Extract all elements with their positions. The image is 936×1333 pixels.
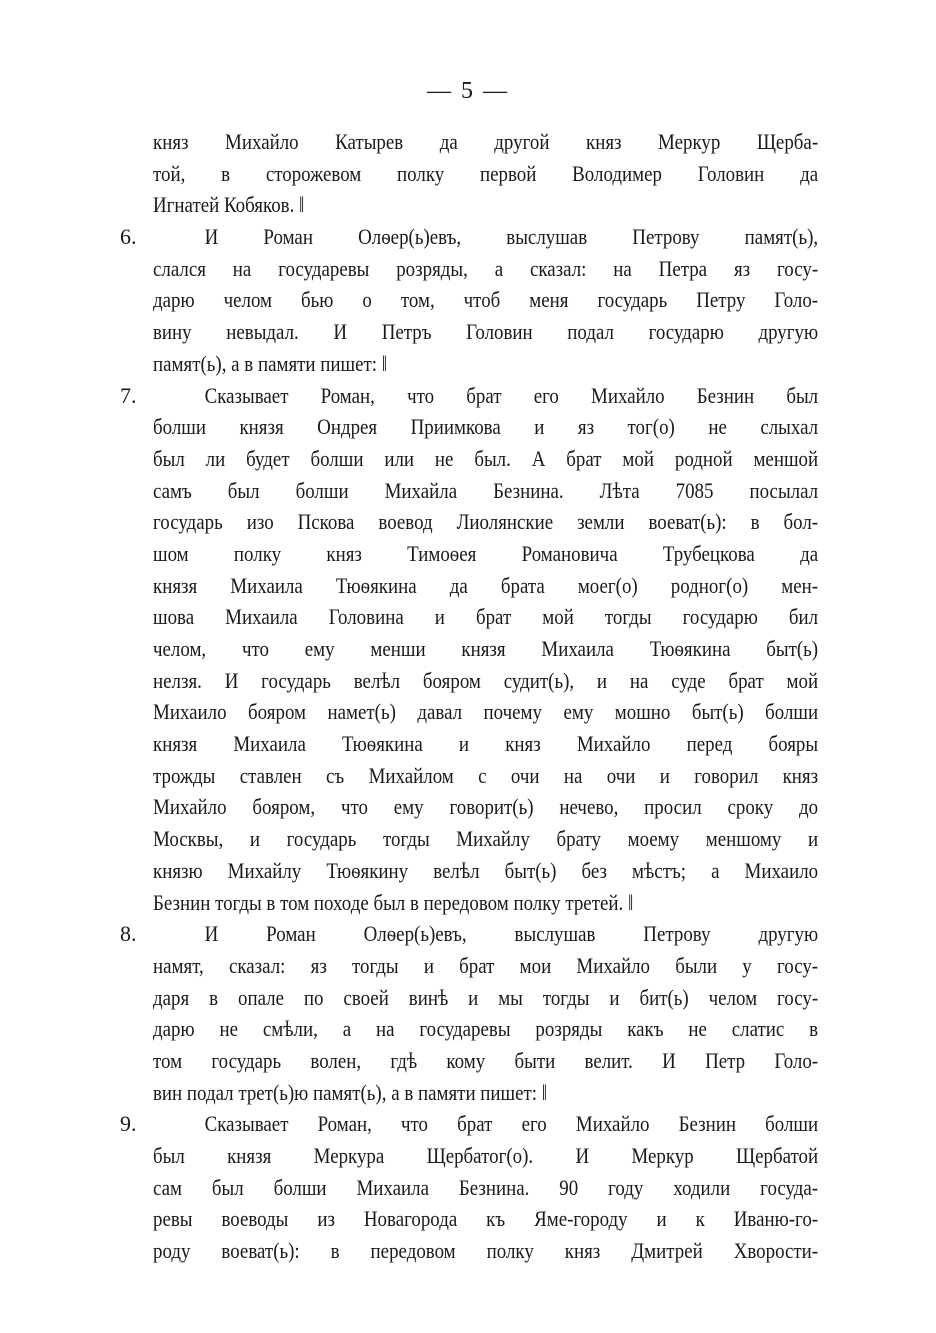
text-line: ревы воеводы из Новагорода къ Яме-городу и к Иваню-го- — [153, 1206, 819, 1232]
text-line: князю Михайлу Тюѳякину велѣл быт(ь) без мѣстъ; а Михаило — [153, 857, 819, 883]
text-line: И Роман Олѳер(ь)евъ, выслушав Петрову другую — [204, 921, 819, 947]
text-line: даря в опале по своей винѣ и мы тогды и бит(ь) челом госу- — [153, 984, 819, 1010]
text-line: Сказывает Роман, что брат его Михайло Безнин болши — [204, 1111, 819, 1137]
text-line: был князя Меркура Щербатог(о). И Меркур Щербатой — [153, 1143, 819, 1168]
text-line: сам был болши Михаила Безнина. 90 году ходили госуда- — [153, 1174, 819, 1200]
paragraph — [120, 221, 819, 379]
paragraph-number: 8. — [120, 921, 137, 947]
text-line: Безнин тогды в том походе был в передовом полку третей. ‖ — [153, 889, 634, 915]
text-line: самъ был болши Михайла Безнина. Лѣта 7085 посылал — [153, 477, 819, 503]
paragraph — [120, 1108, 819, 1266]
text-line: том государь волен, гдѣ кому быти велит. И Петр Голо- — [153, 1047, 819, 1073]
text-line: Михайло бояром, что ему говорит(ь) нечево, просил сроку до — [153, 794, 819, 820]
paragraph — [153, 126, 818, 221]
page-number: — 5 — — [427, 78, 509, 104]
text-line: княз Михайло Катырев да другой княз Меркур Щерба- — [153, 129, 819, 154]
text-line: челом, что ему менши князя Михаила Тюѳякина быт(ь) — [153, 636, 819, 661]
text-line: князя Михаила Тюѳякина да брата моег(о) родног(о) мен- — [153, 572, 819, 598]
text-line: роду воеват(ь): в передовом полку княз Дмитрей Хворости- — [153, 1238, 819, 1264]
text-line: дарю не смѣли, а на государевы розряды какъ не слатис в — [153, 1016, 819, 1042]
paragraph-number: 7. — [120, 382, 137, 408]
text-line: болши князя Ондрея Приимкова и яз тог(о) не слыхал — [153, 414, 819, 440]
document-body — [120, 126, 819, 1267]
text-line: Игнатей Кобяков. ‖ — [153, 192, 305, 218]
text-line: Сказывает Роман, что брат его Михайло Безнин был — [204, 382, 819, 408]
paragraph-number: 6. — [120, 224, 137, 250]
text-line: намят, сказал: яз тогды и брат мои Михайло были у госу- — [153, 952, 819, 978]
text-line: вину невыдал. И Петръ Головин подал государю другую — [153, 319, 819, 345]
paragraph-number: 9. — [120, 1111, 137, 1137]
text-line: Михаило бояром намет(ь) давал почему ему мошно быт(ь) болши — [153, 699, 819, 725]
text-line: шова Михаила Головина и брат мой тогды государю бил — [153, 604, 819, 630]
text-line: той, в сторожевом полку первой Володимер Головин да — [153, 160, 819, 186]
text-line: трожды ставлен съ Михайлом с очи на очи и говорил княз — [153, 762, 819, 788]
text-line: Москвы, и государь тогды Михайлу брату моему меншому и — [153, 826, 819, 852]
text-line: князя Михаила Тюѳякина и княз Михайло перед бояры — [153, 731, 819, 757]
paragraph — [120, 918, 819, 1108]
text-line: И Роман Олѳер(ь)евъ, выслушав Петрову памят(ь), — [204, 224, 819, 250]
paragraph — [120, 380, 819, 919]
text-line: дарю челом бью о том, чтоб меня государь Петру Голо- — [153, 287, 819, 313]
text-line: памят(ь), а в памяти пишет: ‖ — [153, 350, 388, 376]
text-line: шом полку княз Тимоѳея Романовича Трубецкова да — [153, 540, 819, 566]
text-line: вин подал трет(ь)ю памят(ь), а в памяти пишет: ‖ — [153, 1079, 548, 1105]
text-line: слался на государевы розряды, а сказал: на Петра яз госу- — [153, 255, 819, 281]
text-line: нелзя. И государь велѣл бояром судит(ь), и на суде брат мой — [153, 667, 819, 693]
text-line: государь изо Пскова воевод Лиолянские земли воеват(ь): в бол- — [153, 509, 819, 535]
text-line: был ли будет болши или не был. А брат мой родной меншой — [153, 445, 819, 471]
